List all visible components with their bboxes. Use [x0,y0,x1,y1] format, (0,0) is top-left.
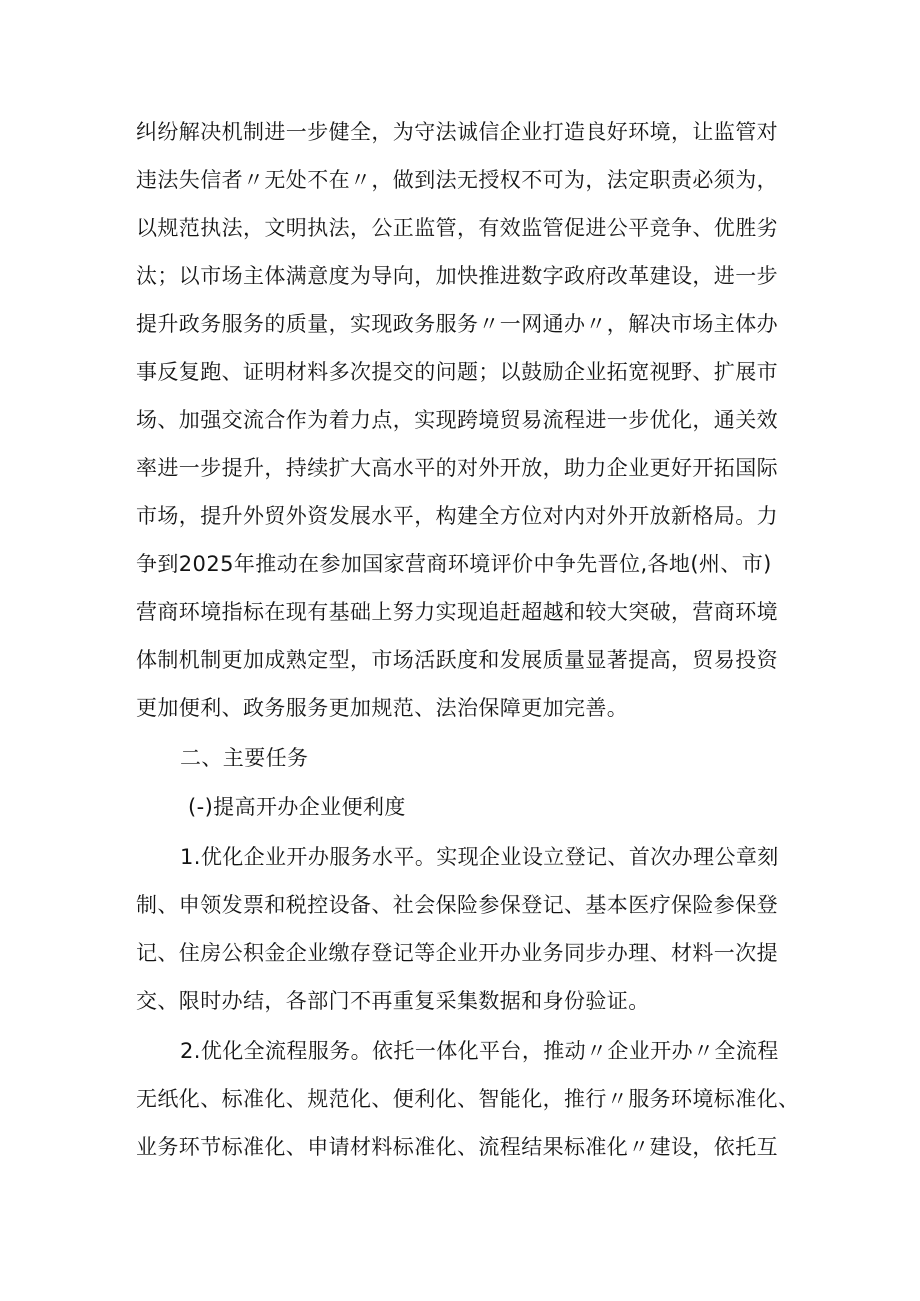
text-line: 1.优化企业开办服务水平。实现企业设立登记、首次办理公章刻 [180,845,779,869]
text-line: 营商环境指标在现有基础上努力实现追赶超越和较大突破，营商环境 [136,600,778,624]
text-line: 2.优化全流程服务。依托一体化平台，推动〃企业开办〃全流程 [180,1039,779,1063]
text-line: 纠纷解决机制进一步健全，为守法诚信企业打造良好环境，让监管对 [136,120,778,144]
subsection-heading: (-)提高开办企业便利度 [188,795,406,819]
text-line: 提升政务服务的质量，实现政务服务〃一网通办〃，解决市场主体办 [136,312,778,336]
text-line: 体制机制更加成熟定型，市场活跃度和发展质量显著提高，贸易投资 [136,648,778,672]
text-line: 制、申领发票和税控设备、社会保险参保登记、基本医疗保险参保登 [136,893,778,917]
text-line: 争到2025年推动在参加国家营商环境评价中争先晋位,各地(州、市) [136,552,772,576]
text-line: 以规范执法，文明执法，公正监管，有效监管促进公平竞争、优胜劣 [136,216,778,240]
text-line: 事反复跑、证明材料多次提交的问题；以鼓励企业拓宽视野、扩展市 [136,360,778,384]
text-line: 率进一步提升，持续扩大高水平的对外开放，助力企业更好开拓国际 [136,456,778,480]
text-line: 场、加强交流合作为着力点，实现跨境贸易流程进一步优化，通关效 [136,408,778,432]
text-line: 汰；以市场主体满意度为导向，加快推进数字政府改革建设，进一步 [136,264,778,288]
section-heading: 二、主要任务 [180,746,309,770]
text-line: 市场，提升外贸外资发展水平，构建全方位对内对外开放新格局。力 [136,504,778,528]
text-line: 更加便利、政务服务更加规范、法治保障更加完善。 [136,696,629,720]
text-line: 交、限时办结，各部门不再重复采集数据和身份验证。 [136,989,650,1013]
text-line: 无纸化、标准化、规范化、便利化、智能化，推行〃服务环境标准化、 [136,1087,800,1111]
text-line: 记、住房公积金企业缴存登记等企业开办业务同步办理、材料一次提 [136,941,778,965]
text-line: 违法失信者〃无处不在〃，做到法无授权不可为，法定职责必须为， [136,168,778,192]
text-line: 业务环节标准化、申请材料标准化、流程结果标准化〃建设，依托互 [136,1135,778,1159]
